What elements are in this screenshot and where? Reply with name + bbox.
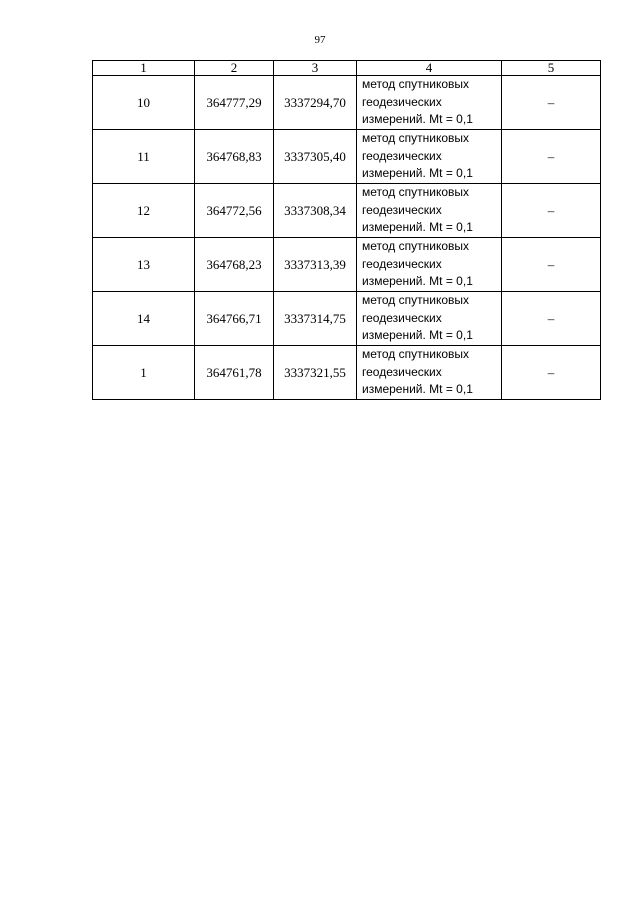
method-cell [357,130,502,184]
point-number-cell: 13 [93,238,195,292]
column-header: 3 [274,61,357,76]
method-line: геодезических [362,310,442,325]
point-number-cell: 1 [93,346,195,400]
y-coordinate-cell: 3337321,55 [274,346,357,400]
method-line: измерений. Mt = 0,1 [362,166,473,181]
description-cell: – [502,76,601,130]
description-cell: – [502,346,601,400]
method-line: метод спутниковых [362,77,470,92]
method-line: метод спутниковых [362,239,470,254]
method-line: метод спутниковых [362,131,470,146]
method-line: геодезических [362,364,442,379]
method-cell [357,76,502,130]
table-row [93,130,601,184]
description-cell: – [502,130,601,184]
description-cell: – [502,292,601,346]
column-header: 1 [93,61,195,76]
y-coordinate-cell: 3337305,40 [274,130,357,184]
method-line: геодезических [362,94,442,109]
y-coordinate-cell: 3337294,70 [274,76,357,130]
method-line: метод спутниковых [362,185,470,200]
x-coordinate-cell: 364777,29 [195,76,274,130]
page-number: 97 [314,34,326,46]
table-header-row [93,61,601,76]
table-row [93,346,601,400]
table-row [93,76,601,130]
point-number-cell: 14 [93,292,195,346]
point-number-cell: 10 [93,76,195,130]
column-header: 5 [502,61,601,76]
x-coordinate-cell: 364761,78 [195,346,274,400]
method-line: измерений. Mt = 0,1 [362,274,473,289]
method-cell [357,346,502,400]
method-cell [357,184,502,238]
method-line: геодезических [362,202,442,217]
x-coordinate-cell: 364768,23 [195,238,274,292]
x-coordinate-cell: 364768,83 [195,130,274,184]
y-coordinate-cell: 3337308,34 [274,184,357,238]
method-line: метод спутниковых [362,347,470,362]
method-line: метод спутниковых [362,293,470,308]
method-line: геодезических [362,148,442,163]
coordinates-table [92,60,601,400]
method-line: измерений. Mt = 0,1 [362,112,473,127]
column-header: 4 [357,61,502,76]
point-number-cell: 12 [93,184,195,238]
y-coordinate-cell: 3337314,75 [274,292,357,346]
table-row [93,292,601,346]
description-cell: – [502,238,601,292]
method-cell [357,238,502,292]
x-coordinate-cell: 364766,71 [195,292,274,346]
description-cell: – [502,184,601,238]
y-coordinate-cell: 3337313,39 [274,238,357,292]
point-number-cell: 11 [93,130,195,184]
table-row [93,184,601,238]
method-line: геодезических [362,256,442,271]
method-line: измерений. Mt = 0,1 [362,382,473,397]
method-cell [357,292,502,346]
method-line: измерений. Mt = 0,1 [362,328,473,343]
table-row [93,238,601,292]
x-coordinate-cell: 364772,56 [195,184,274,238]
method-line: измерений. Mt = 0,1 [362,220,473,235]
column-header: 2 [195,61,274,76]
